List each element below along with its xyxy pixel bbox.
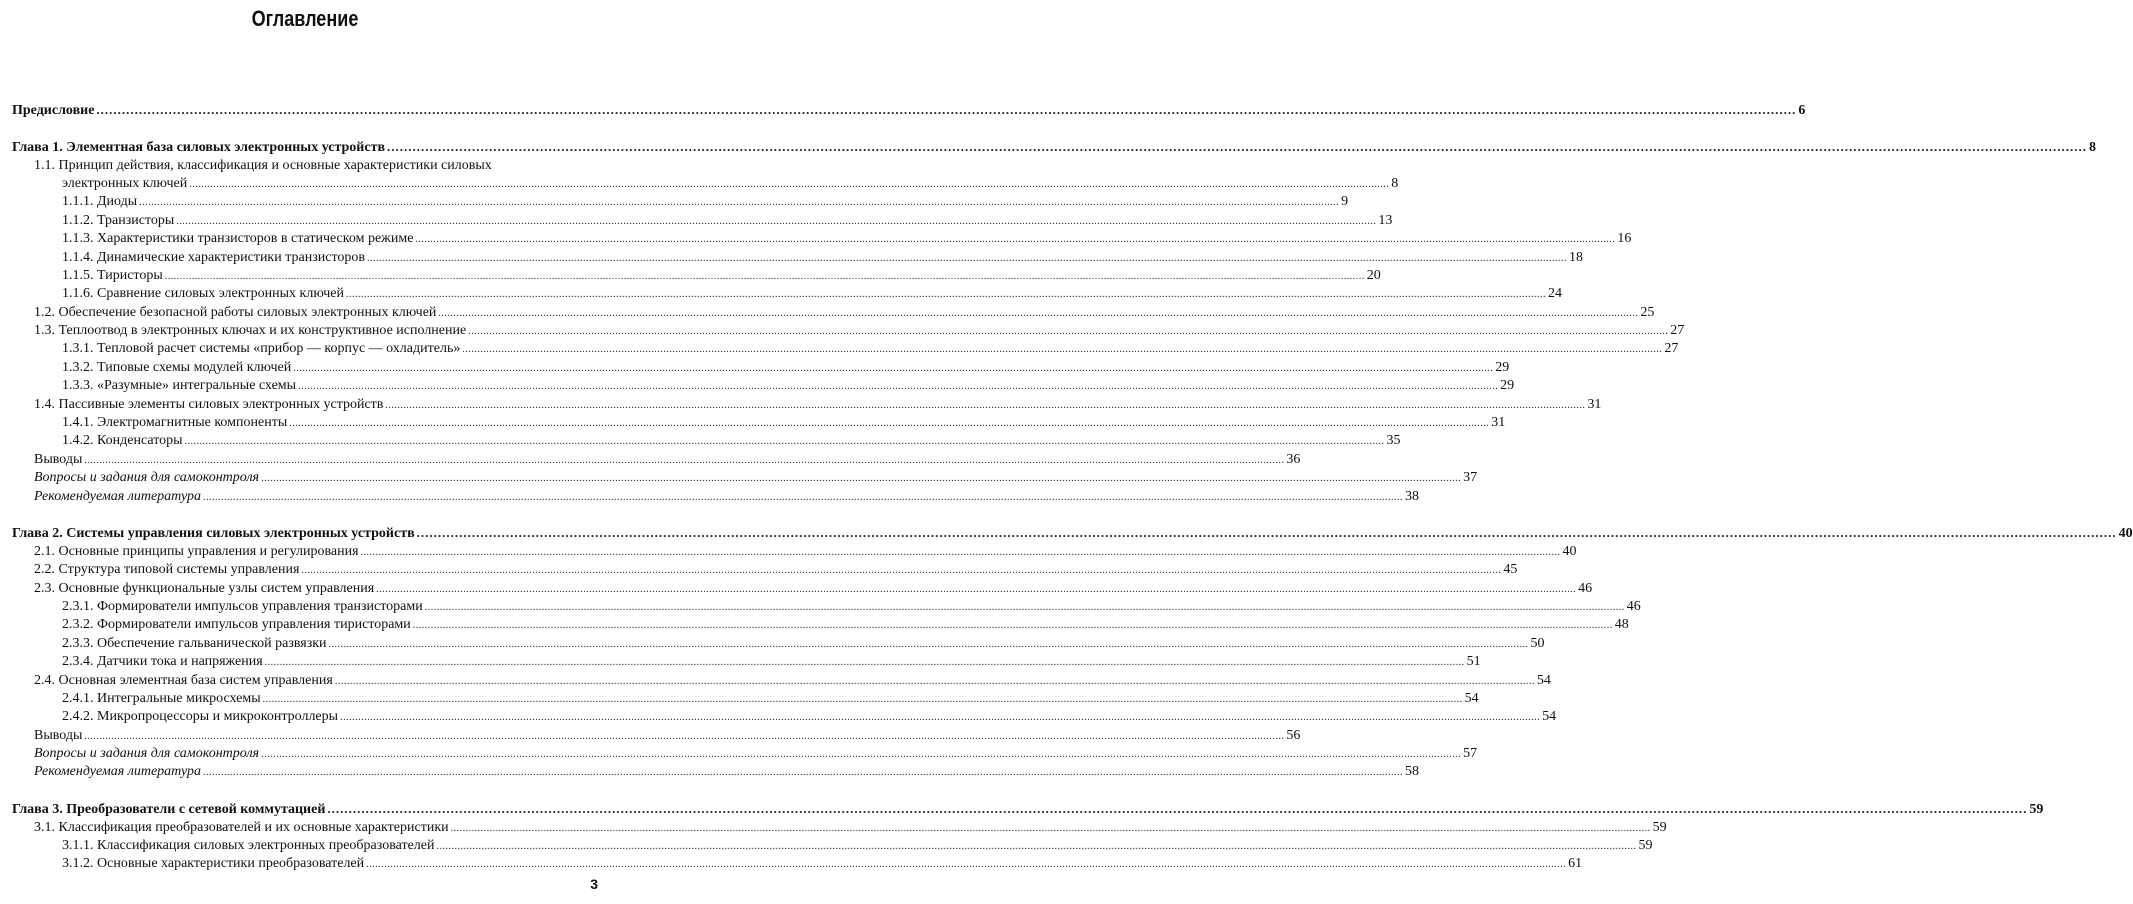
toc-page-number: 6 bbox=[1798, 103, 1806, 119]
toc-entry[interactable] bbox=[12, 377, 1515, 395]
toc-entry[interactable] bbox=[12, 285, 1562, 303]
toc-entry[interactable] bbox=[12, 488, 1419, 506]
toc-entry-label: 1.4.2. Конденсаторы bbox=[62, 433, 183, 449]
toc-page-number: 57 bbox=[1463, 746, 1478, 762]
dot-leader: ................................................................................................................................................................................................................................................................................................................................................................................................................ bbox=[202, 491, 1403, 503]
toc-entry[interactable] bbox=[12, 249, 1584, 267]
toc-entry-label: 2.4. Основная элементная база систем управления bbox=[34, 672, 333, 688]
toc-entry[interactable] bbox=[12, 212, 1393, 230]
toc-entry-label: 1.3.1. Тепловой расчет системы «прибор — корпус — охладитель» bbox=[62, 341, 461, 357]
dot-leader: ................................................................................................................................................................................................................................................................................................................................................................................................................ bbox=[438, 307, 1639, 319]
toc-page-number: 8 bbox=[1391, 175, 1399, 191]
dot-leader: ................................................................................................................................................................................................................................................................................................................................................................................................................ bbox=[346, 289, 1546, 301]
toc-page-number: 16 bbox=[1617, 231, 1632, 247]
toc-entry[interactable] bbox=[12, 175, 1399, 193]
toc-page-number: 48 bbox=[1614, 617, 1629, 633]
toc-page-number: 37 bbox=[1463, 470, 1478, 486]
dot-leader: ................................................................................................................................................................................................................................................................................................................................................................................................................ bbox=[334, 675, 1535, 687]
page-number: 3 bbox=[590, 876, 598, 892]
toc-entry[interactable] bbox=[12, 414, 1506, 432]
dot-leader: ................................................................................................................................................................................................................................................................................................................................................................................................................ bbox=[164, 270, 1365, 282]
toc-page-number: 51 bbox=[1466, 654, 1481, 670]
dot-leader: ................................................................................................................................................................................................................................................................................................................................................................................................................ bbox=[84, 730, 1285, 742]
toc-entry-line[interactable] bbox=[12, 157, 600, 175]
toc-page-number: 20 bbox=[1366, 267, 1381, 283]
toc-entry[interactable] bbox=[12, 304, 1655, 322]
dot-leader: ................................................................................................................................................................................................................................................................................................................................................................................................................ bbox=[261, 749, 1462, 761]
toc-entry[interactable] bbox=[12, 598, 1641, 616]
toc-page-number: 25 bbox=[1640, 304, 1655, 320]
toc-page-number: 40 bbox=[1562, 543, 1577, 559]
toc-page-number: 54 bbox=[1464, 690, 1479, 706]
toc-page-number: 38 bbox=[1404, 488, 1419, 504]
toc-page-number: 36 bbox=[1286, 451, 1301, 467]
toc-entry[interactable] bbox=[12, 616, 1629, 634]
toc-page-number: 13 bbox=[1378, 212, 1393, 228]
toc-page-number: 56 bbox=[1286, 727, 1301, 743]
toc-entry[interactable] bbox=[12, 543, 1577, 561]
toc-gap bbox=[12, 120, 600, 138]
toc-page-number: 58 bbox=[1404, 764, 1419, 780]
toc-chapter[interactable] bbox=[12, 101, 1806, 119]
toc-page-number: 50 bbox=[1530, 635, 1545, 651]
dot-leader: ................................................................................................................................................................................................................................................................................................................................................................................................................ bbox=[328, 638, 1529, 650]
toc-gap bbox=[12, 506, 600, 524]
dot-leader: ................................................................................................................................................................................................................................................................................................................................................................................................................ bbox=[424, 601, 1625, 613]
dot-leader: ................................................................................................................................................................................................................................................................................................................................................................................................................ bbox=[450, 822, 1651, 834]
toc-entry-label: 1.1.4. Динамические характеристики транзисторов bbox=[62, 249, 366, 265]
toc-entry[interactable] bbox=[12, 819, 1667, 837]
dot-leader: ................................................................................................................................................................................................................................................................................................................................................................................................................ bbox=[340, 712, 1541, 724]
toc-entry-label: 1.1. Принцип действия, классификация и основные характеристики силовых bbox=[34, 157, 492, 173]
dot-leader: ................................................................................................................................................................................................................................................................................................................................................................................................................ bbox=[289, 418, 1490, 430]
toc-page-number: 54 bbox=[1542, 709, 1557, 725]
toc-entry[interactable] bbox=[12, 837, 1653, 855]
toc-entry-label: 3.1. Классификация преобразователей и их основные характеристики bbox=[34, 819, 449, 835]
toc-entry[interactable] bbox=[12, 230, 1632, 248]
toc-page-number: 46 bbox=[1626, 598, 1641, 614]
dot-leader: ................................................................................................................................................................................................................................................................................................................................................................................................................ bbox=[366, 859, 1567, 871]
toc-entry[interactable] bbox=[12, 635, 1545, 653]
toc-entry[interactable] bbox=[12, 267, 1381, 285]
toc-page-number: 59 bbox=[1638, 838, 1653, 854]
dot-leader: ................................................................................................................................................................................................................................................................................................................................................................................................................ bbox=[261, 473, 1462, 485]
toc-entry-label: 2.4.1. Интегральные микросхемы bbox=[62, 690, 261, 706]
toc-page-number: 27 bbox=[1670, 323, 1685, 339]
toc-entry[interactable] bbox=[12, 396, 1602, 414]
toc-page-number: 31 bbox=[1491, 415, 1506, 431]
toc-entry-label: 3.1.2. Основные характеристики преобразователей bbox=[62, 856, 365, 872]
dot-leader: ................................................................................................................................................................................................................................................................................................................................................................................................................ bbox=[298, 381, 1499, 393]
toc-entry-label: 1.4.1. Электромагнитные компоненты bbox=[62, 415, 288, 431]
toc-entry-label: 2.3.2. Формирователи импульсов управления тиристорами bbox=[62, 617, 411, 633]
toc-entry[interactable] bbox=[12, 653, 1481, 671]
toc-entry-label: Выводы bbox=[34, 727, 83, 743]
toc-page-number: 24 bbox=[1548, 286, 1562, 302]
dot-leader: ................................................................................................................................................................................................................................................................................................................................................................................................................ bbox=[327, 801, 2028, 817]
toc-page-number: 59 bbox=[2029, 802, 2044, 818]
dot-leader: ................................................................................................................................................................................................................................................................................................................................................................................................................ bbox=[415, 234, 1616, 246]
toc-entry-label: Рекомендуемая литература bbox=[34, 488, 201, 504]
toc-entry-label: 1.1.1. Диоды bbox=[62, 194, 138, 210]
dot-leader: ................................................................................................................................................................................................................................................................................................................................................................................................................ bbox=[189, 178, 1390, 190]
toc-chapter[interactable] bbox=[12, 524, 2133, 542]
toc-entry-label: 1.3.2. Типовые схемы модулей ключей bbox=[62, 359, 292, 375]
dot-leader: ................................................................................................................................................................................................................................................................................................................................................................................................................ bbox=[367, 252, 1568, 264]
toc-entry-label: Предисловие bbox=[12, 103, 95, 119]
toc-gap bbox=[12, 782, 600, 800]
toc-entry-label: Выводы bbox=[34, 451, 83, 467]
toc-page-number: 8 bbox=[2089, 140, 2097, 156]
toc-entry-label: 2.3.3. Обеспечение гальванической развязки bbox=[62, 635, 327, 651]
toc-entry-label: Рекомендуемая литература bbox=[34, 764, 201, 780]
dot-leader: ................................................................................................................................................................................................................................................................................................................................................................................................................ bbox=[264, 657, 1465, 669]
toc-entry-label: 1.3. Теплоотвод в электронных ключах и их конструктивное исполнение bbox=[34, 323, 467, 339]
toc-entry[interactable] bbox=[12, 708, 1557, 726]
toc-entry[interactable] bbox=[12, 193, 1349, 211]
dot-leader: ................................................................................................................................................................................................................................................................................................................................................................................................................ bbox=[139, 197, 1340, 209]
dot-leader: ................................................................................................................................................................................................................................................................................................................................................................................................................ bbox=[387, 139, 2088, 155]
toc-entry[interactable] bbox=[12, 451, 1301, 469]
dot-leader: ................................................................................................................................................................................................................................................................................................................................................................................................................ bbox=[262, 693, 1463, 705]
toc-entry-label: 1.1.2. Транзисторы bbox=[62, 212, 175, 228]
toc-page-number: 27 bbox=[1664, 341, 1679, 357]
dot-leader: ................................................................................................................................................................................................................................................................................................................................................................................................................ bbox=[96, 102, 1797, 118]
toc-entry-label: 2.3. Основные функциональные узлы систем управления bbox=[34, 580, 375, 596]
toc-chapter[interactable] bbox=[12, 800, 2044, 818]
toc-gap bbox=[12, 83, 600, 101]
toc-page-number: 45 bbox=[1503, 562, 1518, 578]
toc-entry-label: 1.1.6. Сравнение силовых электронных ключей bbox=[62, 286, 344, 302]
toc-chapter[interactable] bbox=[12, 138, 2097, 156]
toc-entry-label: 2.2. Структура типовой системы управления bbox=[34, 562, 300, 578]
toc-entry-label: 1.1.3. Характеристики транзисторов в статическом режиме bbox=[62, 231, 414, 247]
toc-entry-label-continued: электронных ключей bbox=[62, 175, 188, 191]
toc-entry-label: Глава 3. Преобразователи с сетевой коммутацией bbox=[12, 802, 326, 818]
toc-page-number: 35 bbox=[1386, 433, 1401, 449]
toc-entry[interactable] bbox=[12, 672, 1551, 690]
toc-page-number: 29 bbox=[1495, 359, 1510, 375]
toc-entry[interactable] bbox=[12, 432, 1401, 450]
dot-leader: ................................................................................................................................................................................................................................................................................................................................................................................................................ bbox=[412, 620, 1613, 632]
toc-entry[interactable] bbox=[12, 690, 1479, 708]
dot-leader: ................................................................................................................................................................................................................................................................................................................................................................................................................ bbox=[376, 583, 1577, 595]
dot-leader: ................................................................................................................................................................................................................................................................................................................................................................................................................ bbox=[293, 362, 1494, 374]
toc-entry[interactable] bbox=[12, 855, 1583, 873]
toc-entry[interactable] bbox=[12, 727, 1301, 745]
toc-entry[interactable] bbox=[12, 580, 1593, 598]
dot-leader: ................................................................................................................................................................................................................................................................................................................................................................................................................ bbox=[385, 399, 1586, 411]
toc-entry-label: 2.4.2. Микропроцессоры и микроконтроллеры bbox=[62, 709, 339, 725]
dot-leader: ................................................................................................................................................................................................................................................................................................................................................................................................................ bbox=[301, 565, 1502, 577]
toc-page-number: 59 bbox=[1652, 819, 1667, 835]
toc-entry-label: 1.4. Пассивные элементы силовых электронных устройств bbox=[34, 396, 384, 412]
toc-page-number: 46 bbox=[1578, 580, 1593, 596]
dot-leader: ................................................................................................................................................................................................................................................................................................................................................................................................................ bbox=[462, 344, 1663, 356]
table-of-contents bbox=[12, 83, 2133, 874]
dot-leader: ................................................................................................................................................................................................................................................................................................................................................................................................................ bbox=[176, 215, 1377, 227]
toc-entry-label: Вопросы и задания для самоконтроля bbox=[34, 746, 260, 762]
toc-page-number: 29 bbox=[1500, 378, 1515, 394]
toc-entry-label: 2.1. Основные принципы управления и регулирования bbox=[34, 543, 359, 559]
toc-page-number: 61 bbox=[1568, 856, 1583, 872]
toc-entry[interactable] bbox=[12, 561, 1518, 579]
toc-page-number: 31 bbox=[1587, 396, 1602, 412]
toc-entry[interactable] bbox=[12, 359, 1510, 377]
toc-page-number: 40 bbox=[2118, 526, 2133, 542]
toc-entry[interactable] bbox=[12, 745, 1478, 763]
toc-entry[interactable] bbox=[12, 340, 1679, 358]
dot-leader: ................................................................................................................................................................................................................................................................................................................................................................................................................ bbox=[84, 454, 1285, 466]
dot-leader: ................................................................................................................................................................................................................................................................................................................................................................................................................ bbox=[184, 436, 1385, 448]
toc-entry-label: 3.1.1. Классификация силовых электронных преобразователей bbox=[62, 838, 435, 854]
toc-entry[interactable] bbox=[12, 469, 1478, 487]
dot-leader: ................................................................................................................................................................................................................................................................................................................................................................................................................ bbox=[436, 841, 1637, 853]
toc-entry-label: Глава 1. Элементная база силовых электронных устройств bbox=[12, 140, 386, 156]
toc-page-number: 54 bbox=[1536, 672, 1551, 688]
dot-leader: ................................................................................................................................................................................................................................................................................................................................................................................................................ bbox=[202, 767, 1403, 779]
toc-entry[interactable] bbox=[12, 322, 1685, 340]
toc-entry-label: Глава 2. Системы управления силовых электронных устройств bbox=[12, 526, 415, 542]
dot-leader: ................................................................................................................................................................................................................................................................................................................................................................................................................ bbox=[468, 326, 1669, 338]
toc-entry-label: Вопросы и задания для самоконтроля bbox=[34, 470, 260, 486]
toc-entry-label: 2.3.1. Формирователи импульсов управления транзисторами bbox=[62, 598, 423, 614]
dot-leader: ................................................................................................................................................................................................................................................................................................................................................................................................................ bbox=[416, 525, 2117, 541]
toc-entry-label: 1.2. Обеспечение безопасной работы силовых электронных ключей bbox=[34, 304, 437, 320]
toc-page-number: 18 bbox=[1569, 249, 1584, 265]
toc-entry-label: 1.3.3. «Разумные» интегральные схемы bbox=[62, 378, 297, 394]
toc-entry-label: 2.3.4. Датчики тока и напряжения bbox=[62, 654, 263, 670]
toc-page-number: 9 bbox=[1341, 194, 1349, 210]
toc-entry[interactable] bbox=[12, 763, 1419, 781]
toc-entry-label: 1.1.5. Тиристоры bbox=[62, 267, 163, 283]
dot-leader: ................................................................................................................................................................................................................................................................................................................................................................................................................ bbox=[360, 546, 1561, 558]
page-title: Оглавление bbox=[251, 6, 359, 31]
